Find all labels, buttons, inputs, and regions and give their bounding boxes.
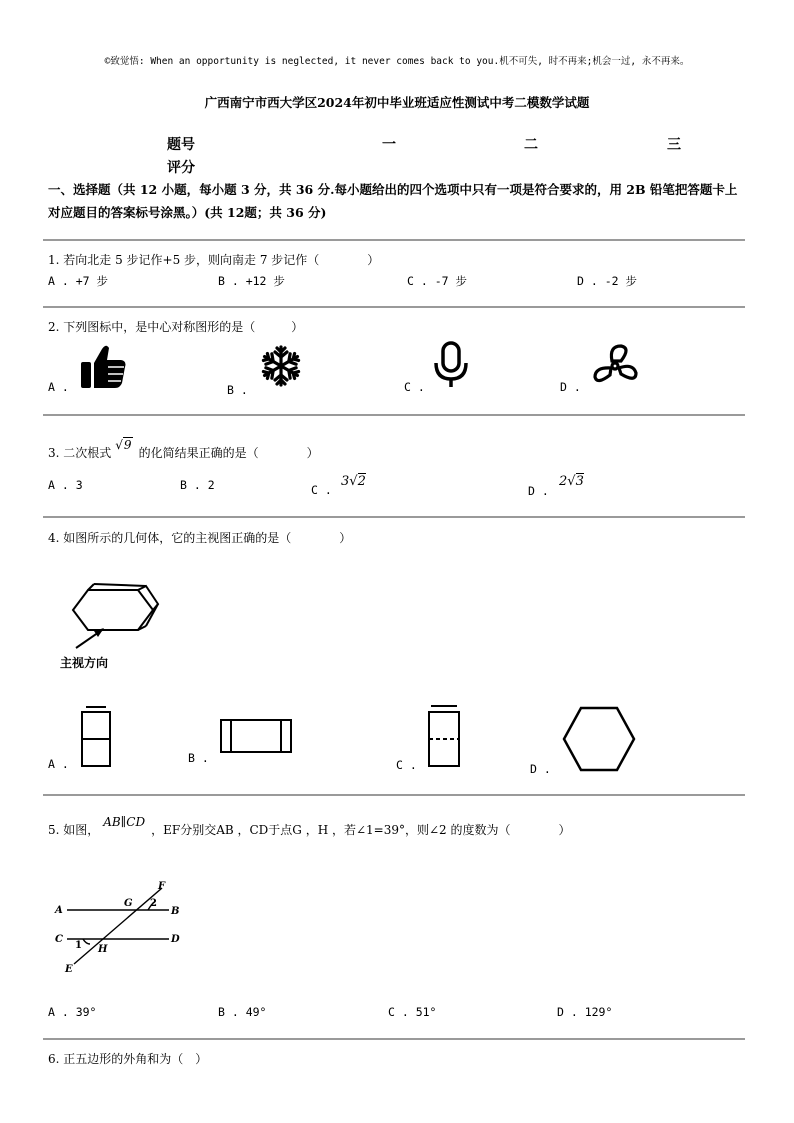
- parallel-lines-figure: [52, 880, 192, 976]
- question-1-option-b: B . +12 步: [218, 274, 285, 288]
- snowflake-icon: [260, 345, 302, 387]
- question-4-stem: 4. 如图所示的几何体，它的主视图正确的是（ ）: [48, 531, 352, 545]
- point-label-b: B: [171, 906, 180, 917]
- hexagonal-prism-figure: [58, 584, 162, 650]
- thumbs-up-icon: [80, 343, 128, 389]
- question-1-option-a: A . +7 步: [48, 274, 108, 288]
- question-6-stem: 6. 正五边形的外角和为（ ）: [48, 1052, 208, 1066]
- question-4-option-b: B .: [188, 751, 209, 765]
- question-1-option-d: D . -2 步: [577, 274, 637, 288]
- question-3-option-c: C .: [311, 483, 332, 497]
- question-3-option-b: B . 2: [180, 478, 215, 492]
- option-d-front-view: [562, 706, 636, 772]
- question-3-stem-post: 的化简结果正确的是（ ）: [138, 446, 319, 460]
- score-column-2: 二: [524, 137, 538, 153]
- divider: [43, 414, 745, 416]
- score-column-1: 一: [382, 137, 396, 153]
- question-5-option-c: C . 51°: [388, 1005, 437, 1019]
- divider: [43, 306, 745, 308]
- point-label-d: D: [171, 934, 180, 945]
- point-label-a: A: [55, 905, 63, 916]
- question-3-option-c-math: 3√2: [341, 474, 366, 489]
- header-motto: ©致觉悟: When an opportunity is neglected, it never comes back to you.机不可失, 时不再来;机会一过, 永不再来。: [104, 56, 690, 67]
- question-1-option-c: C . -7 步: [407, 274, 467, 288]
- question-5-stem-mid: ，EF分别交AB ，CD于点G ，H ，若∠1=39°，则∠2 的度数为（ ）: [151, 823, 571, 837]
- question-5-stem: [48, 815, 571, 838]
- option-c-front-view: [427, 704, 461, 768]
- question-3-stem-pre: 3. 二次根式: [48, 446, 112, 460]
- question-3-option-a: A . 3: [48, 478, 83, 492]
- sqrt-expression: √9: [115, 438, 132, 452]
- score-row-label: 评分: [167, 160, 195, 176]
- angle-label-2: 2: [150, 898, 157, 909]
- page-title: 广西南宁市西大学区2024年初中毕业班适应性测试中考二模数学试题: [204, 95, 590, 110]
- question-3-option-d-math: 2√3: [559, 474, 584, 489]
- divider: [43, 516, 745, 518]
- divider: [43, 1038, 745, 1040]
- divider: [43, 794, 745, 796]
- question-5-option-b: B . 49°: [218, 1005, 267, 1019]
- microphone-icon: [433, 341, 469, 389]
- coefficient: 2: [559, 474, 568, 489]
- parallel-expression: AB∥CD: [103, 815, 146, 829]
- question-2-option-c: C .: [404, 380, 425, 394]
- score-row-label: 题号: [167, 137, 195, 153]
- radicand: 3: [575, 474, 584, 489]
- question-4-option-d: D .: [530, 762, 551, 776]
- radicand: 9: [123, 438, 132, 452]
- divider: [43, 239, 745, 241]
- question-4-option-c: C .: [396, 758, 417, 772]
- option-a-front-view: [80, 706, 112, 768]
- question-2-option-b: B .: [227, 383, 248, 397]
- question-2-option-d: D .: [560, 380, 581, 394]
- question-5-option-a: A . 39°: [48, 1005, 97, 1019]
- angle-label-1: 1: [75, 940, 82, 951]
- section-header: 一、选择题（共 12 小题，每小题 3 分，共 36 分.每小题给出的四个选项中只有一项是符合要求的，用 2B 铅笔把答题卡上对应题目的答案标号涂黑。）(共 12题；共 36 分): [48, 182, 738, 220]
- question-1-stem: 1. 若向北走 5 步记作+5 步，则向南走 7 步记作（ ）: [48, 253, 380, 267]
- option-b-front-view: [219, 718, 293, 754]
- score-column-3: 三: [667, 137, 681, 153]
- point-label-g: G: [124, 898, 133, 909]
- question-3-option-d: D .: [528, 484, 549, 498]
- question-5-stem-pre: 5. 如图，: [48, 823, 100, 837]
- radicand: 2: [357, 474, 366, 489]
- point-label-h: H: [98, 944, 108, 955]
- question-2-option-a: A .: [48, 380, 69, 394]
- question-4-option-a: A .: [48, 757, 69, 771]
- view-direction-label: 主视方向: [60, 656, 109, 670]
- coefficient: 3: [341, 474, 350, 489]
- question-3-stem: [48, 438, 319, 461]
- question-5-option-d: D . 129°: [557, 1005, 613, 1019]
- fan-icon: [590, 344, 640, 386]
- point-label-e: E: [65, 964, 73, 975]
- point-label-f: F: [158, 881, 166, 892]
- point-label-c: C: [55, 934, 63, 945]
- question-2-stem: 2. 下列图标中，是中心对称图形的是（ ）: [48, 320, 304, 334]
